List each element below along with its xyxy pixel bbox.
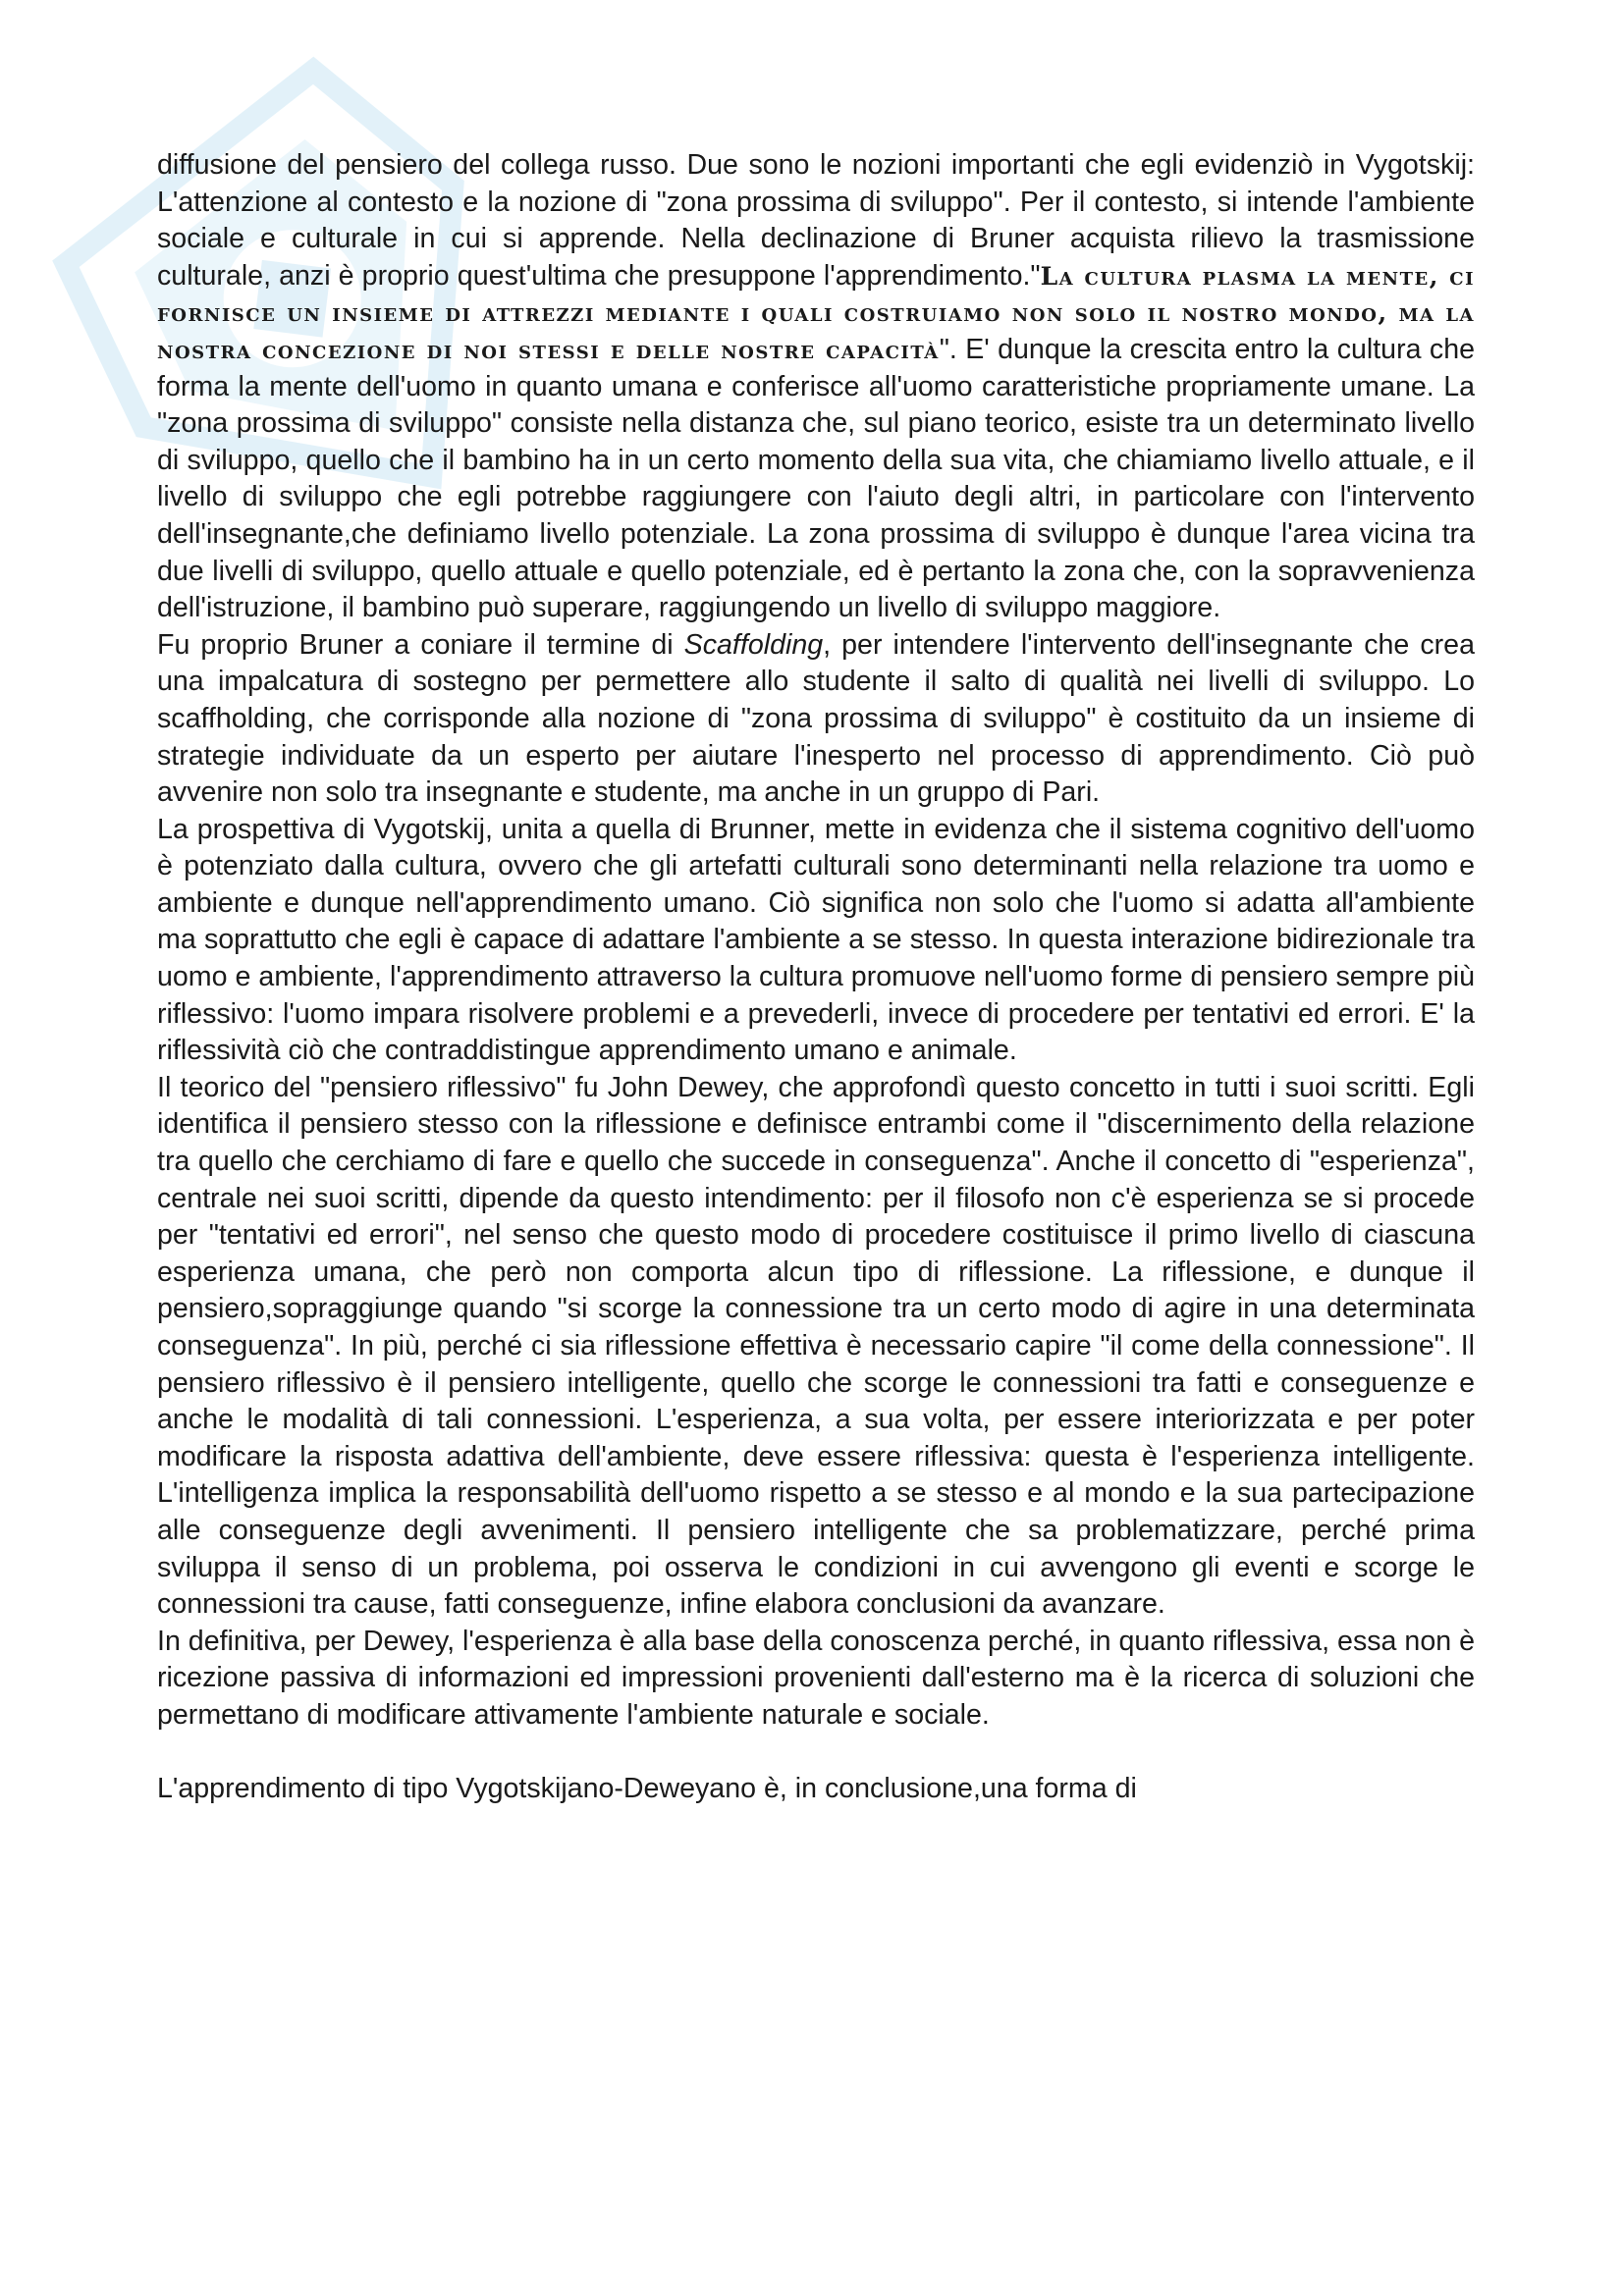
paragraph-vygotskij-brunner: La prospettiva di Vygotskij, unita a quella di Brunner, mette in evidenza che il sistema cognitivo dell'uomo è potenziato dalla cultura, ovvero che gli artefatti culturali sono determinanti nella relazione tra uomo e ambiente e dunque nell'apprendimento umano. Ciò significa non solo che l'uomo si adatta all'ambiente ma soprattutto che egli è capace di adattare l'ambiente a se stesso. In questa interazione bidirezionale tra uomo e ambiente, l'apprendimento attraverso la cultura promuove nell'uomo forme di pensiero sempre più riflessivo: l'uomo impara risolvere problemi e a prevederli, invece di procedere per tentativi ed errori. E' la riflessività ciò che contraddistingue apprendimento umano e animale. [157,813,1475,1067]
text-run: ". E' dunque la crescita entro la cultura che forma la mente dell'uomo in quanto umana e conferisce all'uomo caratteristiche propriamente umane. La "zona prossima di sviluppo" consiste nella distanza che, sul piano teorico, esiste tra un determinato livello di sviluppo, quello che il bambino ha in un certo momento della sua vita, che chiamiamo livello attuale, e il livello di sviluppo che egli potrebbe raggiungere con l'aiuto degli altri, in particolare con l'intervento dell'insegnante,che definiamo livello potenziale. La zona prossima di sviluppo è dunque l'area vicina tra due livelli di sviluppo, quello attuale e quello potenziale, ed è pertanto la zona che, con la sopravvenienza dell'istruzione, il bambino può superare, raggiungendo un livello di sviluppo maggiore. [157,333,1476,624]
paragraph-bruner-context [157,147,1475,627]
paragraph-spacer [157,1735,1475,1771]
bruner-quote: La cultura plasma la mente, ci fornisce un insieme di attrezzi mediante i quali costruiamo non solo il nostro mondo, ma la nostra concezione di noi stessi e delle nostre capacità [157,261,1476,364]
scaffolding-term: Scaffolding [683,628,824,661]
paragraph-dewey-conclusion: In definitiva, per Dewey, l'esperienza è alla base della conoscenza perché, in quanto riflessiva, essa non è ricezione passiva di informazioni ed impressioni provenienti dall'esterno ma è la ricerca di soluzioni che permettano di modificare attivamente l'ambiente naturale e sociale. [157,1625,1475,1731]
text-run: , per intendere l'intervento dell'insegnante che crea una impalcatura di sostegno per permettere allo studente il salto di qualità nei livelli di sviluppo. Lo scaffholding, che corrisponde alla nozione di "zona prossima di sviluppo" è costituito da un insieme di strategie individuate da un esperto per aiutare l'inesperto nel processo di apprendimento. Ciò può avvenire non solo tra insegnante e studente, ma anche in un gruppo di Pari. [157,628,1475,809]
paragraph-final: L'apprendimento di tipo Vygotskijano-Deweyano è, in conclusione,una forma di [157,1772,1137,1804]
text-run: Fu proprio Bruner a coniare il termine di [157,628,684,661]
paragraph-scaffolding [157,627,1475,812]
text-run: diffusione del pensiero del collega russo. Due sono le nozioni importanti che egli evidenziò in Vygotskij: L'attenzione al contesto e la nozione di "zona prossima di sviluppo". Per il contesto, si intende l'ambiente sociale e culturale in cui si apprende. Nella declinazione di Bruner acquista rilievo la trasmissione culturale, anzi è proprio quest'ultima che presuppone l'apprendimento." [157,149,1475,292]
document-body [157,147,1475,1807]
paragraph-dewey-reflective-thought: Il teorico del "pensiero riflessivo" fu John Dewey, che approfondì questo concetto in tutti i suoi scritti. Egli identifica il pensiero stesso con la riflessione e definisce entrambi come il "discernimento della relazione tra quello che cerchiamo di fare e quello che succede in conseguenza". Anche il concetto di "esperienza", centrale nei suoi scritti, dipende da questo intendimento: per il filosofo non c'è esperienza se si procede per "tentativi ed errori", nel senso che questo modo di procedere costituisce il primo livello di ciascuna esperienza umana, che però non comporta alcun tipo di riflessione. La riflessione, e dunque il pensiero,sopraggiunge quando "si scorge la connessione tra un certo modo di agire in una determinata conseguenza". In più, perché ci sia riflessione effettiva è necessario capire "il come della connessione". Il pensiero riflessivo è il pensiero intelligente, quello che scorge le connessioni tra fatti e conseguenze e anche le modalità di tali connessioni. L'esperienza, a sua volta, per essere interiorizzata e per poter modificare la risposta adattiva dell'ambiente, deve essere riflessiva: questa è l'esperienza intelligente. L'intelligenza implica la responsabilità dell'uomo rispetto a se stesso e al mondo e la sua partecipazione alle conseguenze degli avvenimenti. Il pensiero intelligente che sa problematizzare, perché prima sviluppa il senso di un problema, poi osserva le condizioni in cui avvengono gli eventi e scorge le connessioni tra cause, fatti conseguenze, infine elabora conclusioni da avanzare. [157,1071,1475,1621]
